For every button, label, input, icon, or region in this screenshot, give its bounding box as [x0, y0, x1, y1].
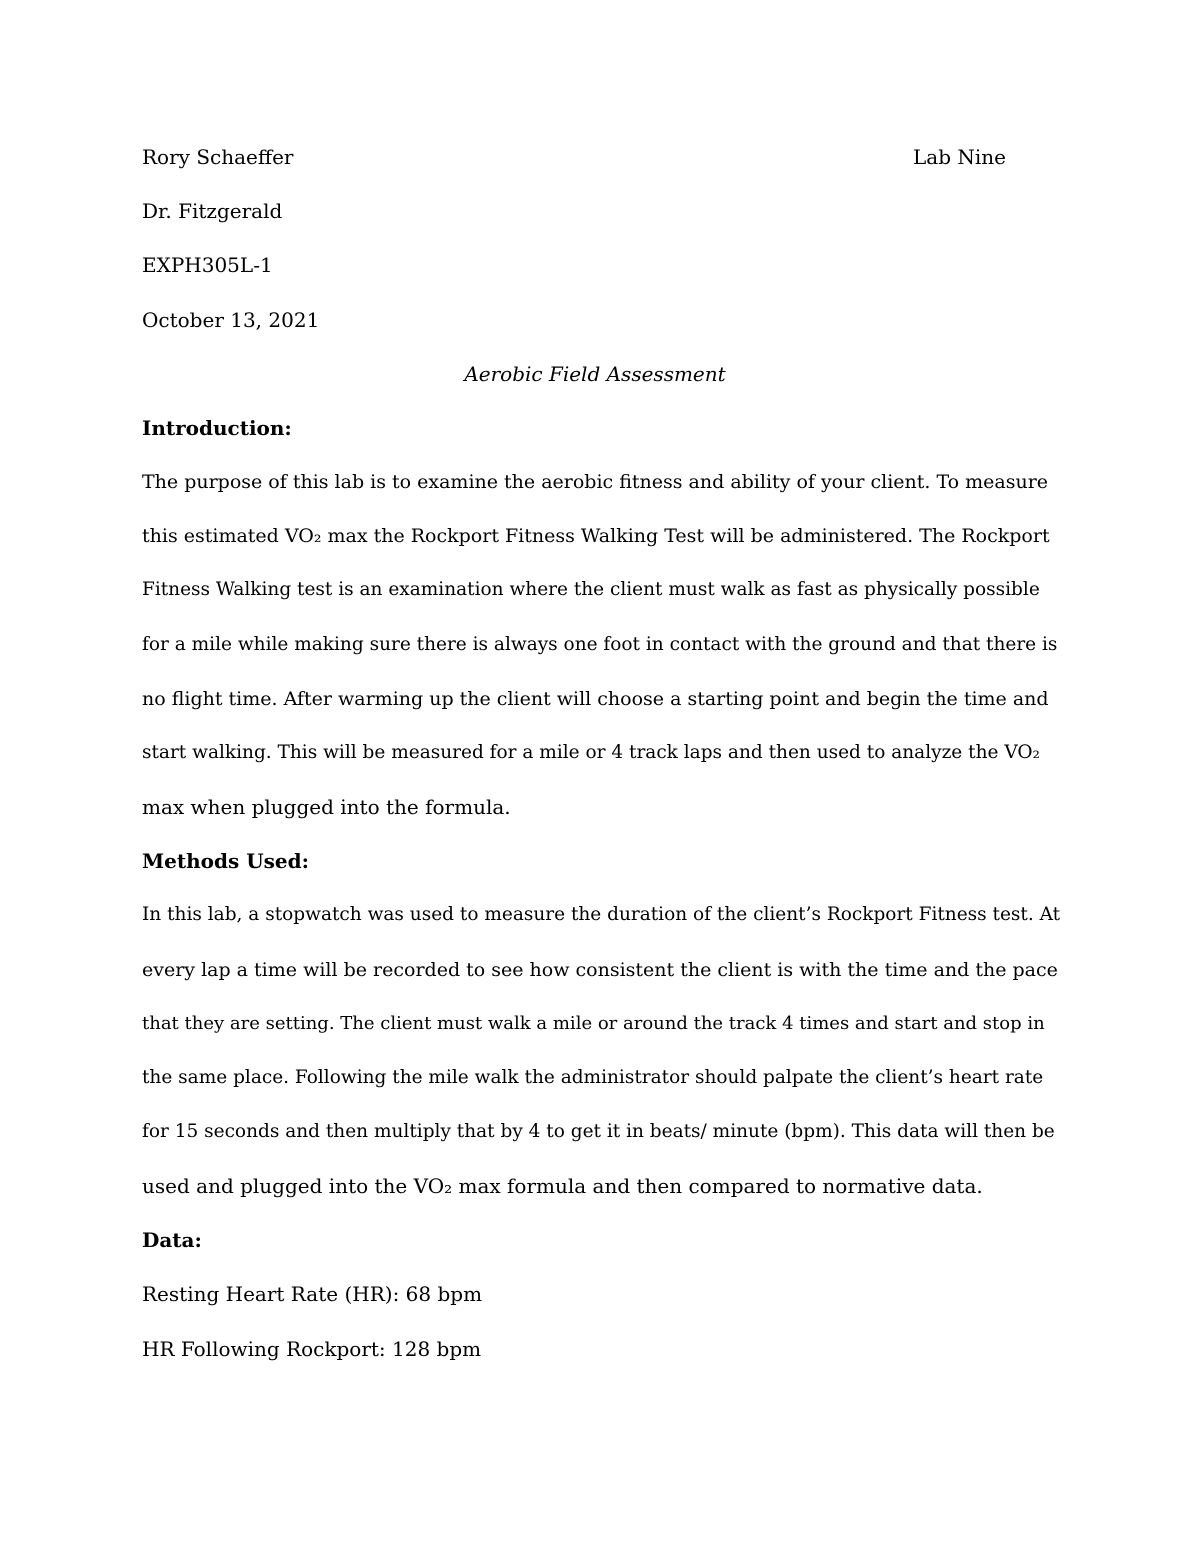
introduction-line: this estimated VO₂ max the Rockport Fitness Walking Test will be administered. The Rockport [142, 525, 1050, 547]
methods-line: for 15 seconds and then multiply that by 4 to get it in beats/ minute (bpm). This data will then be [142, 1121, 1055, 1142]
methods-heading: Methods Used: [142, 849, 309, 873]
methods-line: In this lab, a stopwatch was used to measure the duration of the client’s Rockport Fitness test. At [142, 904, 1061, 925]
lab-number: Lab Nine [913, 145, 1006, 169]
methods-line: the same place. Following the mile walk the administrator should palpate the client’s heart rate [142, 1067, 1044, 1088]
introduction-line: no flight time. After warming up the client will choose a starting point and begin the time and [142, 688, 1049, 710]
introduction-line: max when plugged into the formula. [142, 795, 511, 819]
document-title: Aerobic Field Assessment [464, 362, 726, 386]
methods-line: every lap a time will be recorded to see how consistent the client is with the time and the pace [142, 959, 1058, 981]
data-heading: Data: [142, 1228, 202, 1252]
document-date: October 13, 2021 [142, 308, 320, 332]
instructor-name: Dr. Fitzgerald [142, 199, 283, 223]
introduction-line: start walking. This will be measured for a mile or 4 track laps and then used to analyze the VO₂ [142, 742, 1040, 763]
author-name: Rory Schaeffer [142, 145, 294, 169]
resting-heart-rate: Resting Heart Rate (HR): 68 bpm [142, 1282, 483, 1306]
course-code: EXPH305L-1 [142, 253, 273, 277]
methods-line: that they are setting. The client must walk a mile or around the track 4 times and start and stop in [142, 1013, 1045, 1034]
introduction-line: for a mile while making sure there is always one foot in contact with the ground and that there is [142, 634, 1058, 655]
methods-line: used and plugged into the VO₂ max formula and then compared to normative data. [142, 1174, 983, 1198]
introduction-line: The purpose of this lab is to examine the aerobic fitness and ability of your client. To measure [142, 471, 1049, 493]
post-test-heart-rate: HR Following Rockport: 128 bpm [142, 1337, 482, 1361]
introduction-line: Fitness Walking test is an examination where the client must walk as fast as physically possible [142, 579, 1040, 600]
introduction-heading: Introduction: [142, 416, 292, 440]
